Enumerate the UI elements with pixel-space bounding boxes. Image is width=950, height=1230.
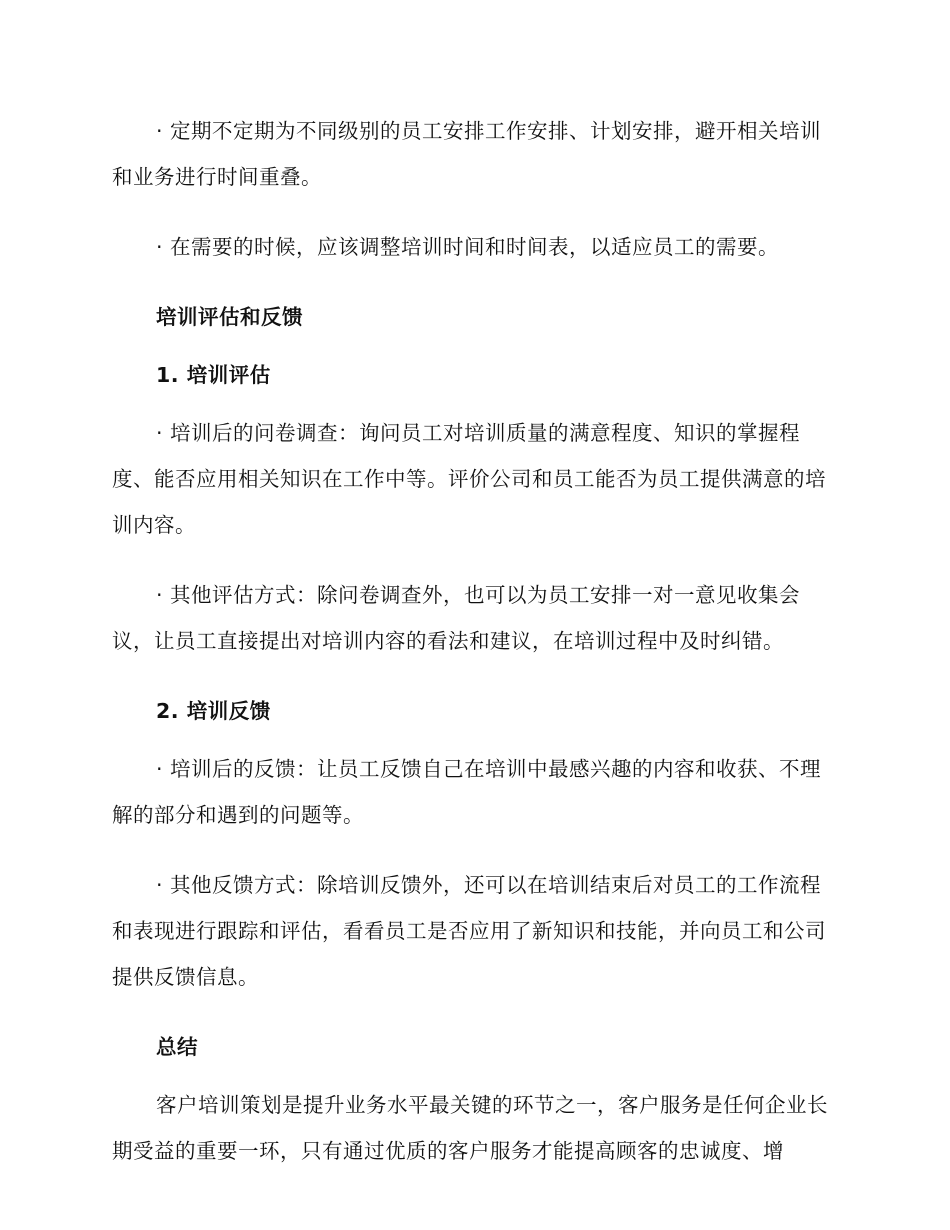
paragraph-post-training-feedback: · 培训后的反馈：让员工反馈自己在培训中最感兴趣的内容和收获、不理解的部分和遇到的问题等。 <box>112 757 822 827</box>
paragraph-questionnaire: · 培训后的问卷调查：询问员工对培训质量的满意程度、知识的掌握程度、能否应用相关知识在工作中等。评价公司和员工能否为员工提供满意的培训内容。 <box>112 421 826 537</box>
subheading-training-evaluation: 1. 培训评估 <box>156 363 271 387</box>
section-heading-evaluation-feedback: 培训评估和反馈 <box>156 305 303 329</box>
subheading-training-feedback: 2. 培训反馈 <box>156 699 271 723</box>
document-body <box>112 108 832 1198</box>
section-heading-summary: 总结 <box>156 1035 198 1059</box>
paragraph-summary: 客户培训策划是提升业务水平最关键的环节之一，客户服务是任何企业长期受益的重要一环，只有通过优质的客户服务才能提高顾客的忠诚度、增 <box>112 1093 828 1163</box>
paragraph-schedule-arrangement: · 定期不定期为不同级别的员工安排工作安排、计划安排，避开相关培训和业务进行时间重叠。 <box>112 119 822 189</box>
paragraph-other-evaluation: · 其他评估方式：除问卷调查外，也可以为员工安排一对一意见收集会议，让员工直接提出对培训内容的看法和建议，在培训过程中及时纠错。 <box>112 583 801 653</box>
paragraph-other-feedback: · 其他反馈方式：除培训反馈外，还可以在培训结束后对员工的工作流程和表现进行跟踪和评估，看看员工是否应用了新知识和技能，并向员工和公司提供反馈信息。 <box>112 873 826 989</box>
paragraph-adjust-schedule: · 在需要的时候，应该调整培训时间和时间表，以适应员工的需要。 <box>156 235 780 259</box>
